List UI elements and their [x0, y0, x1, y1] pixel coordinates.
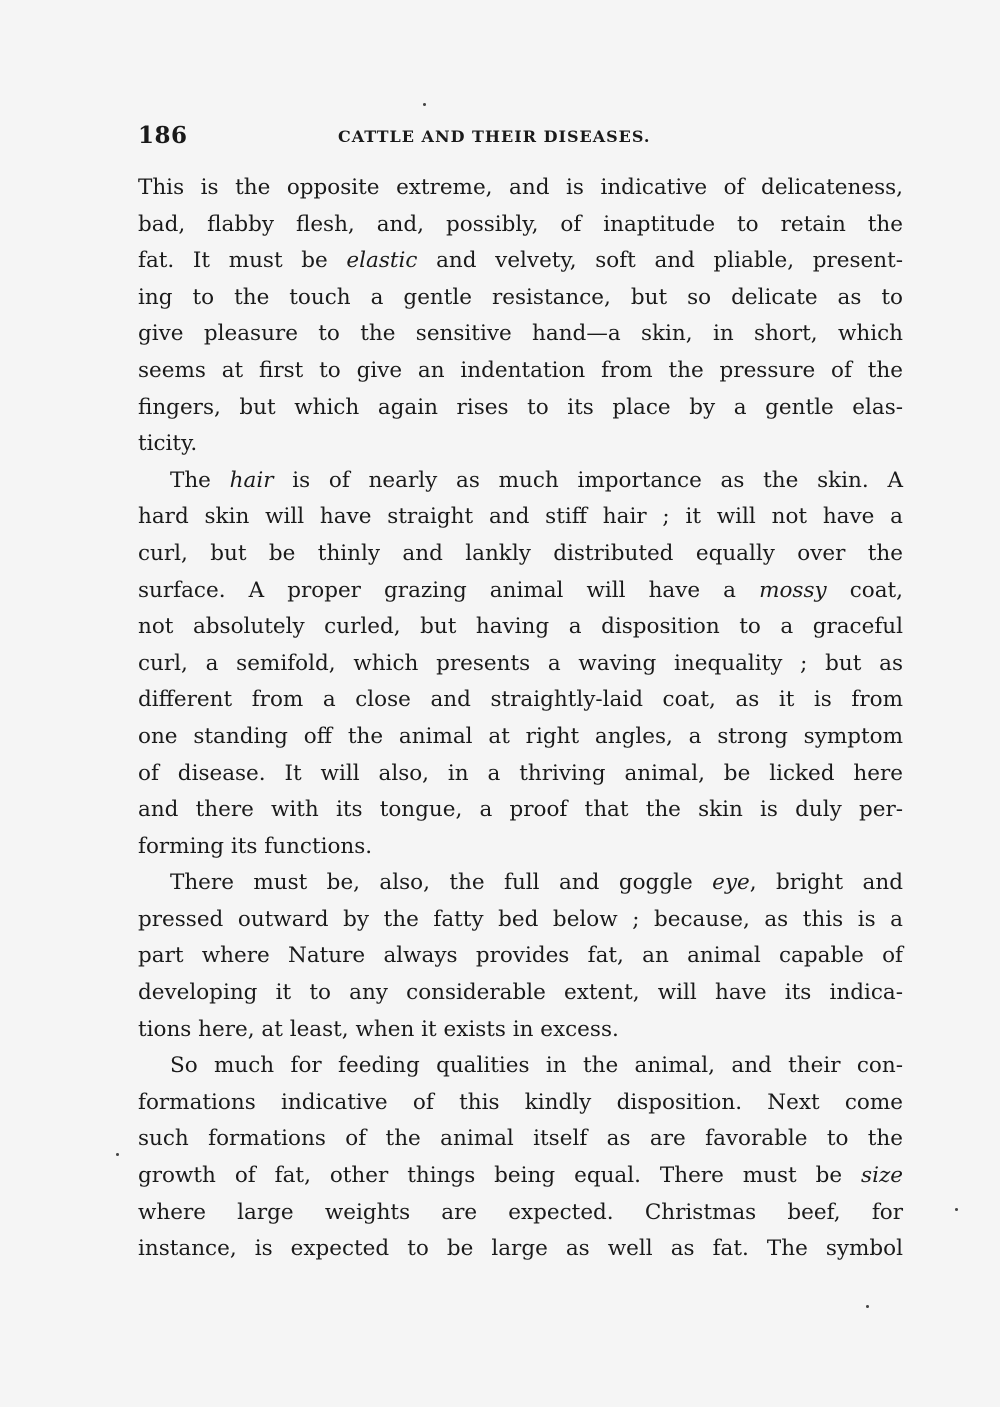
emphasized-word: size	[861, 1163, 903, 1189]
text-segment: fat. It must be	[138, 248, 347, 274]
text-segment: is of nearly as much importance as the skin. A	[273, 467, 904, 493]
text-line: formations indicative of this kindly disposition. Next come	[138, 1089, 903, 1115]
text-segment: growth of fat, other things being equal. There must be	[138, 1163, 862, 1189]
text-line: different from a close and straightly-laid coat, as it is from	[138, 687, 903, 713]
text-line: such formations of the animal itself as are favorable to the	[138, 1126, 903, 1152]
scan-speck	[423, 103, 426, 106]
emphasized-word: mossy	[759, 577, 827, 603]
text-line: not absolutely curled, but having a disposition to a graceful	[138, 614, 903, 640]
page-header	[138, 122, 908, 152]
text-segment: and velvety, soft and pliable, present-	[417, 248, 903, 274]
text-line: ing to the touch a gentle resistance, but so delicate as to	[138, 284, 903, 310]
text-line	[138, 1158, 903, 1195]
text-line: where large weights are expected. Christmas beef, for	[138, 1199, 903, 1225]
scan-speck	[866, 1305, 869, 1308]
emphasized-word: hair	[229, 467, 274, 493]
text-line: ticity.	[138, 431, 198, 457]
emphasized-word: elastic	[346, 248, 418, 274]
text-line: tions here, at least, when it exists in excess.	[138, 1016, 619, 1042]
text-line	[138, 573, 903, 610]
text-line: bad, flabby flesh, and, possibly, of inaptitude to retain the	[138, 211, 903, 237]
text-segment: There must be, also, the full and goggle	[170, 870, 713, 896]
text-line: one standing off the animal at right angles, a strong symptom	[138, 723, 903, 749]
text-line: seems at first to give an indentation from the pressure of the	[138, 357, 903, 383]
page-number: 186	[138, 122, 188, 149]
text-line	[138, 243, 903, 280]
text-segment: , bright and	[749, 870, 903, 896]
scan-speck	[955, 1208, 958, 1211]
text-line: of disease. It will also, in a thriving animal, be licked here	[138, 760, 903, 786]
text-segment: The	[170, 467, 230, 493]
text-line: fingers, but which again rises to its place by a gentle elas-	[138, 394, 903, 420]
body-text	[138, 170, 903, 1268]
scan-speck	[116, 1153, 119, 1156]
text-line: hard skin will have straight and stiff hair ; it will not have a	[138, 504, 903, 530]
text-line: developing it to any considerable extent, will have its indica-	[138, 980, 903, 1006]
text-line	[138, 463, 903, 500]
text-line: forming its functions.	[138, 833, 373, 859]
text-line: instance, is expected to be large as well as fat. The symbol	[138, 1236, 903, 1262]
text-line: curl, a semifold, which presents a waving inequality ; but as	[138, 650, 903, 676]
text-line: part where Nature always provides fat, an animal capable of	[138, 943, 903, 969]
emphasized-word: eye	[712, 870, 750, 896]
running-head: CATTLE AND THEIR DISEASES.	[338, 127, 651, 146]
text-line: give pleasure to the sensitive hand—a skin, in short, which	[138, 321, 903, 347]
text-line: This is the opposite extreme, and is indicative of delicateness,	[138, 175, 903, 200]
text-line: So much for feeding qualities in the animal, and their con-	[170, 1053, 903, 1079]
text-line: pressed outward by the fatty bed below ; because, as this is a	[138, 906, 903, 932]
text-line	[138, 865, 903, 902]
text-line: and there with its tongue, a proof that the skin is duly per-	[138, 797, 903, 823]
text-segment: surface. A proper grazing animal will have a	[138, 577, 760, 603]
text-segment: coat,	[826, 577, 903, 603]
text-line: curl, but be thinly and lankly distributed equally over the	[138, 540, 903, 566]
